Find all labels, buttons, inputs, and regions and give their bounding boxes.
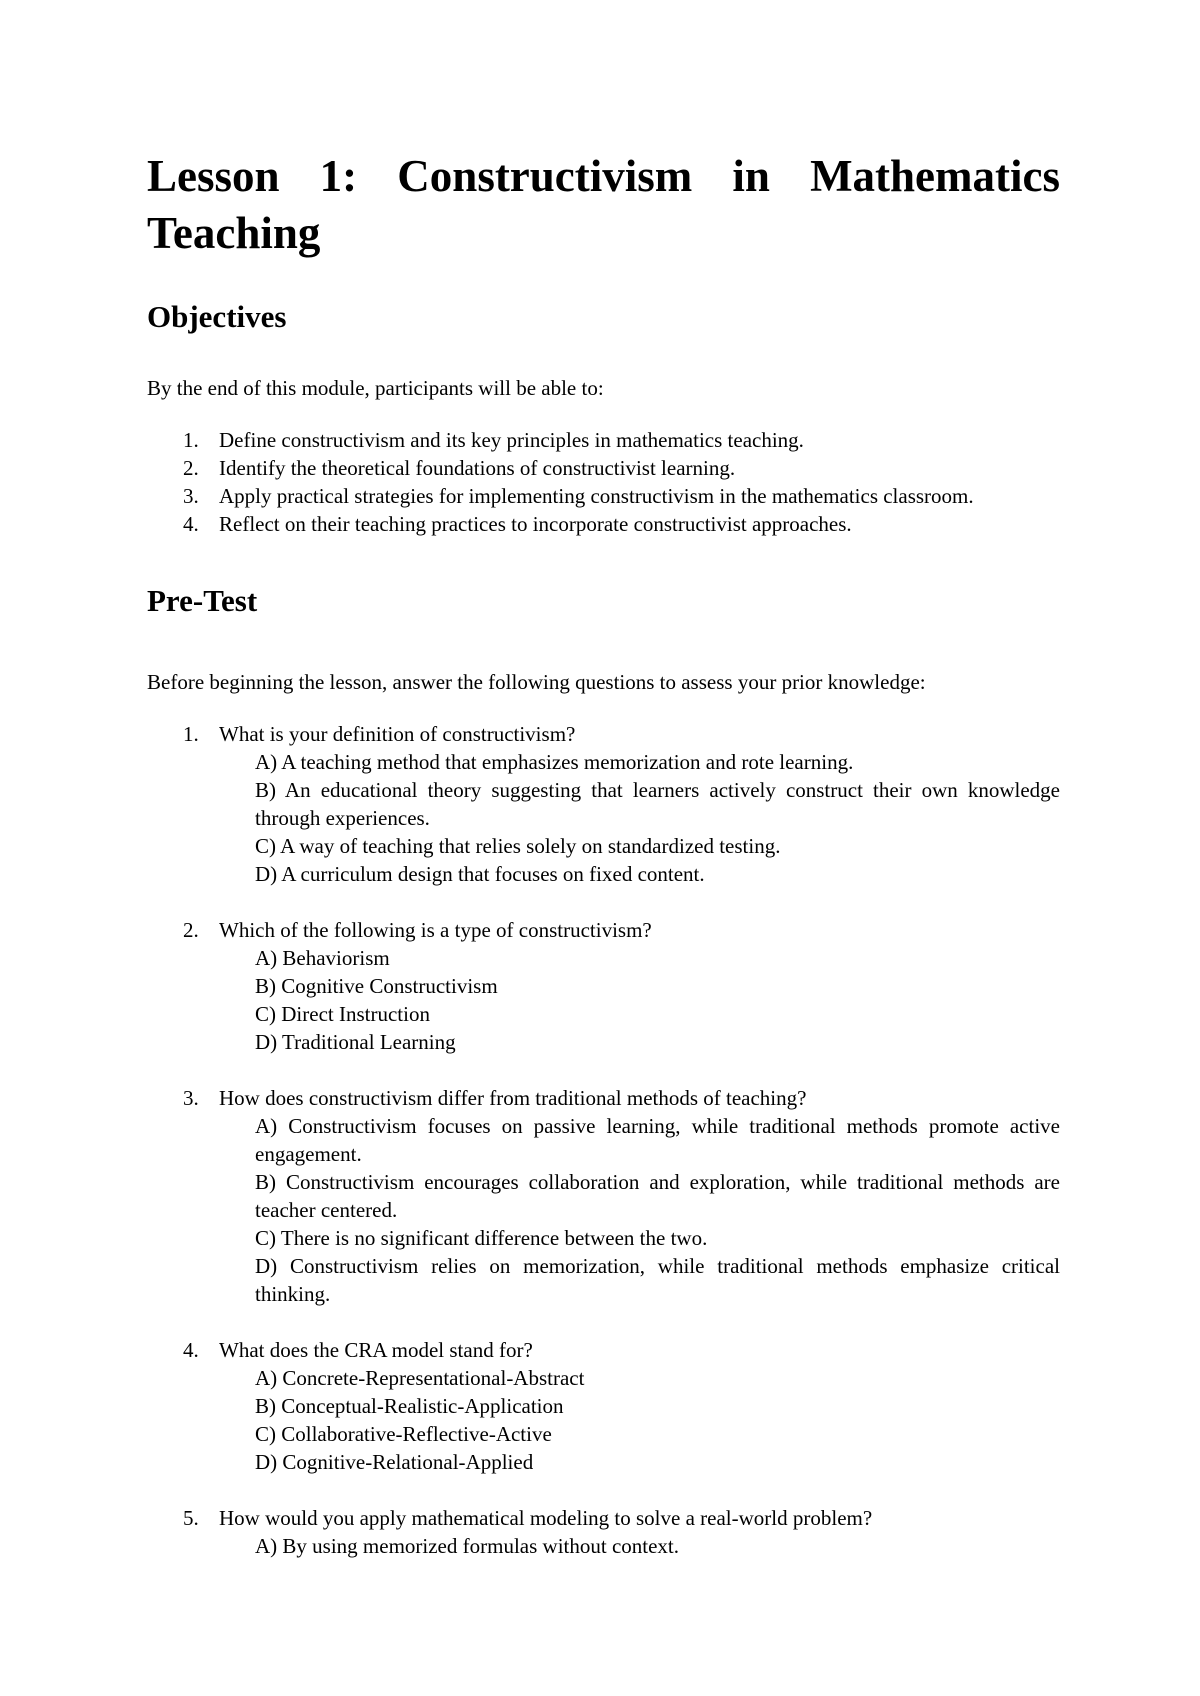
objective-number: 1. — [183, 428, 199, 452]
question-number: 1. — [183, 722, 199, 746]
objective-number: 2. — [183, 456, 199, 480]
objective-number: 3. — [183, 484, 199, 508]
question-2 — [147, 916, 1060, 1056]
question-number: 4. — [183, 1338, 199, 1362]
answer-option: B) An educational theory suggesting that learners actively construct their own knowledge through experiences. — [255, 778, 1060, 830]
answer-option: D) Constructivism relies on memorization, while traditional methods emphasize critical thinking. — [255, 1254, 1060, 1306]
objective-text: Define constructivism and its key principles in mathematics teaching. — [219, 428, 804, 452]
question-5 — [147, 1504, 1060, 1560]
question-number: 5. — [183, 1506, 199, 1530]
lesson-title: Lesson 1: Constructivism in Mathematics Teaching — [147, 151, 1060, 258]
answer-option: A) Behaviorism — [255, 946, 390, 970]
answer-option: A) Concrete-Representational-Abstract — [255, 1366, 585, 1390]
objective-item — [147, 426, 1060, 454]
answer-option: C) There is no significant difference between the two. — [255, 1226, 708, 1250]
answer-option: B) Cognitive Constructivism — [255, 974, 498, 998]
answer-option: B) Constructivism encourages collaboration and exploration, while traditional methods are teacher centered. — [255, 1170, 1060, 1222]
question-number: 2. — [183, 918, 199, 942]
objectives-heading: Objectives — [147, 299, 287, 334]
answer-option: B) Conceptual-Realistic-Application — [255, 1394, 564, 1418]
answer-option: A) By using memorized formulas without context. — [255, 1534, 680, 1558]
objective-text: Apply practical strategies for implementing constructivism in the mathematics classroom. — [219, 484, 974, 508]
question-number: 3. — [183, 1086, 199, 1110]
objective-item — [147, 482, 1060, 510]
question-1 — [147, 720, 1060, 888]
question-text: Which of the following is a type of constructivism? — [219, 918, 652, 942]
objective-item — [147, 454, 1060, 482]
objective-text: Reflect on their teaching practices to incorporate constructivist approaches. — [219, 512, 852, 536]
pretest-questions — [147, 720, 1060, 1560]
question-text: How does constructivism differ from traditional methods of teaching? — [219, 1086, 807, 1110]
question-text: How would you apply mathematical modeling to solve a real-world problem? — [219, 1506, 873, 1530]
question-text: What is your definition of constructivism? — [219, 722, 576, 746]
answer-option: D) Traditional Learning — [255, 1030, 456, 1054]
question-4 — [147, 1336, 1060, 1476]
answer-option: D) A curriculum design that focuses on fixed content. — [255, 862, 705, 886]
objective-item — [147, 510, 1060, 538]
objectives-list — [147, 426, 1060, 538]
answer-option: C) A way of teaching that relies solely on standardized testing. — [255, 834, 781, 858]
objective-text: Identify the theoretical foundations of constructivist learning. — [219, 456, 736, 480]
question-3 — [147, 1084, 1060, 1308]
answer-option: A) A teaching method that emphasizes memorization and rote learning. — [255, 750, 854, 774]
pretest-intro: Before beginning the lesson, answer the following questions to assess your prior knowledge: — [147, 670, 926, 694]
answer-option: D) Cognitive-Relational-Applied — [255, 1450, 534, 1474]
question-text: What does the CRA model stand for? — [219, 1338, 533, 1362]
answer-option: A) Constructivism focuses on passive learning, while traditional methods promote active engagement. — [255, 1114, 1060, 1166]
objectives-intro: By the end of this module, participants will be able to: — [147, 376, 604, 400]
answer-option: C) Collaborative-Reflective-Active — [255, 1422, 552, 1446]
document-page — [147, 148, 1060, 1588]
pretest-heading: Pre-Test — [147, 583, 258, 618]
objective-number: 4. — [183, 512, 199, 536]
answer-option: C) Direct Instruction — [255, 1002, 430, 1026]
